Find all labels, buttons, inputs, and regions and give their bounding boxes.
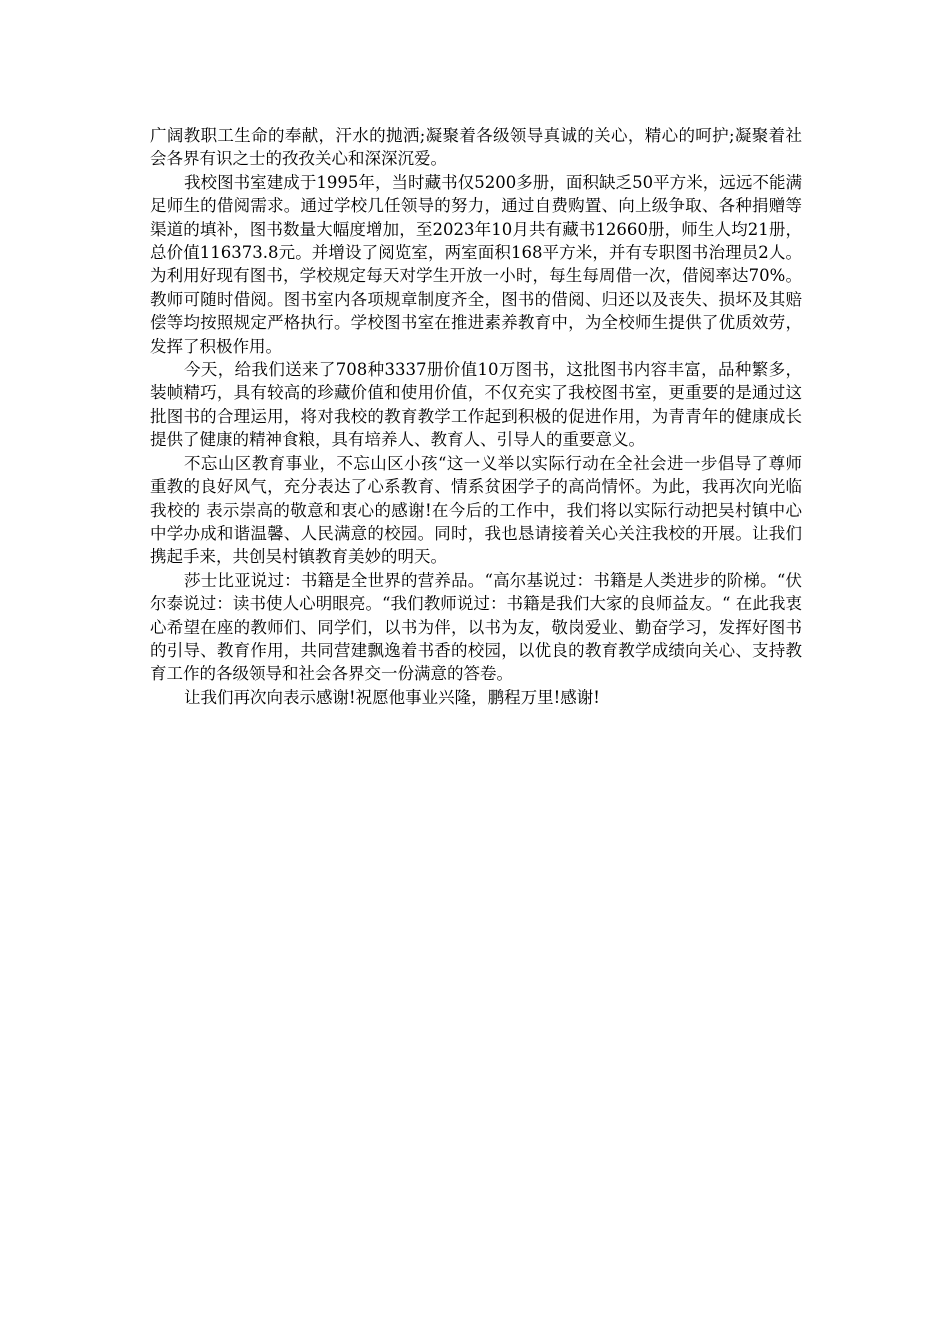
paragraph-gratitude: 不忘山区教育事业，不忘山区小孩“这一义举以实际行动在全社会进一步倡导了尊师重教的良好风气，充分表达了心系教育、情系贫困学子的高尚情怀。为此，我再次向光临我校的 表示崇高的敬意和衷心的感谢!在今后的工作中，我们将以实际行动把吴村镇中心中学办成和谐温馨、人民满意的校园。同时，我也恳请接着关心关注我校的开展。让我们携起手来，共创吴村镇教育美妙的明天。 bbox=[150, 453, 802, 567]
document-body bbox=[150, 124, 802, 709]
paragraph-book-donation: 今天，给我们送来了708种3337册价值10万图书，这批图书内容丰富，品种繁多，装帧精巧，具有较高的珍藏价值和使用价值，不仅充实了我校图书室，更重要的是通过这批图书的合理运用，将对我校的教育教学工作起到积极的促进作用，为青青年的健康成长提供了健康的精神食粮，具有培养人、教育人、引导人的重要意义。 bbox=[150, 360, 802, 450]
paragraph-library-history: 我校图书室建成于1995年，当时藏书仅5200多册，面积缺乏50平方米，远远不能满足师生的借阅需求。通过学校几任领导的努力，通过自费购置、向上级争取、各种捐赠等渠道的填补，图书数量大幅度增加，至2023年10月共有藏书12660册，师生人均21册，总价值116373.8元。并增设了阅览室，两室面积168平方米，并有专职图书治理员2人。为利用好现有图书，学校规定每天对学生开放一小时，每生每周借一次，借阅率达70%。教师可随时借阅。图书室内各项规章制度齐全，图书的借阅、归还以及丧失、损坏及其赔偿等均按照规定严格执行。学校图书室在推进素养教育中，为全校师生提供了优质效劳，发挥了积极作用。 bbox=[150, 172, 802, 356]
paragraph-continuation: 广阔教职工生命的奉献，汗水的抛洒;凝聚着各级领导真诚的关心，精心的呵护;凝聚着社会各界有识之士的孜孜关心和深深沉爱。 bbox=[150, 126, 802, 169]
paragraph-quotes: 莎士比亚说过：书籍是全世界的营养品。“高尔基说过：书籍是人类进步的阶梯。“伏尔泰说过：读书使人心明眼亮。“我们教师说过：书籍是我们大家的良师益友。“ 在此我衷心希望在座的教师们、同学们，以书为伴，以书为友，敬岗爱业、勤奋学习，发挥好图书的引导、教育作用，共同营建飘逸着书香的校园，以优良的教育教学成绩向关心、支持教育工作的各级领导和社会各界交一份满意的答卷。 bbox=[150, 570, 802, 684]
paragraph-closing: 让我们再次向表示感谢!祝愿他事业兴隆，鹏程万里!感谢! bbox=[184, 687, 600, 707]
